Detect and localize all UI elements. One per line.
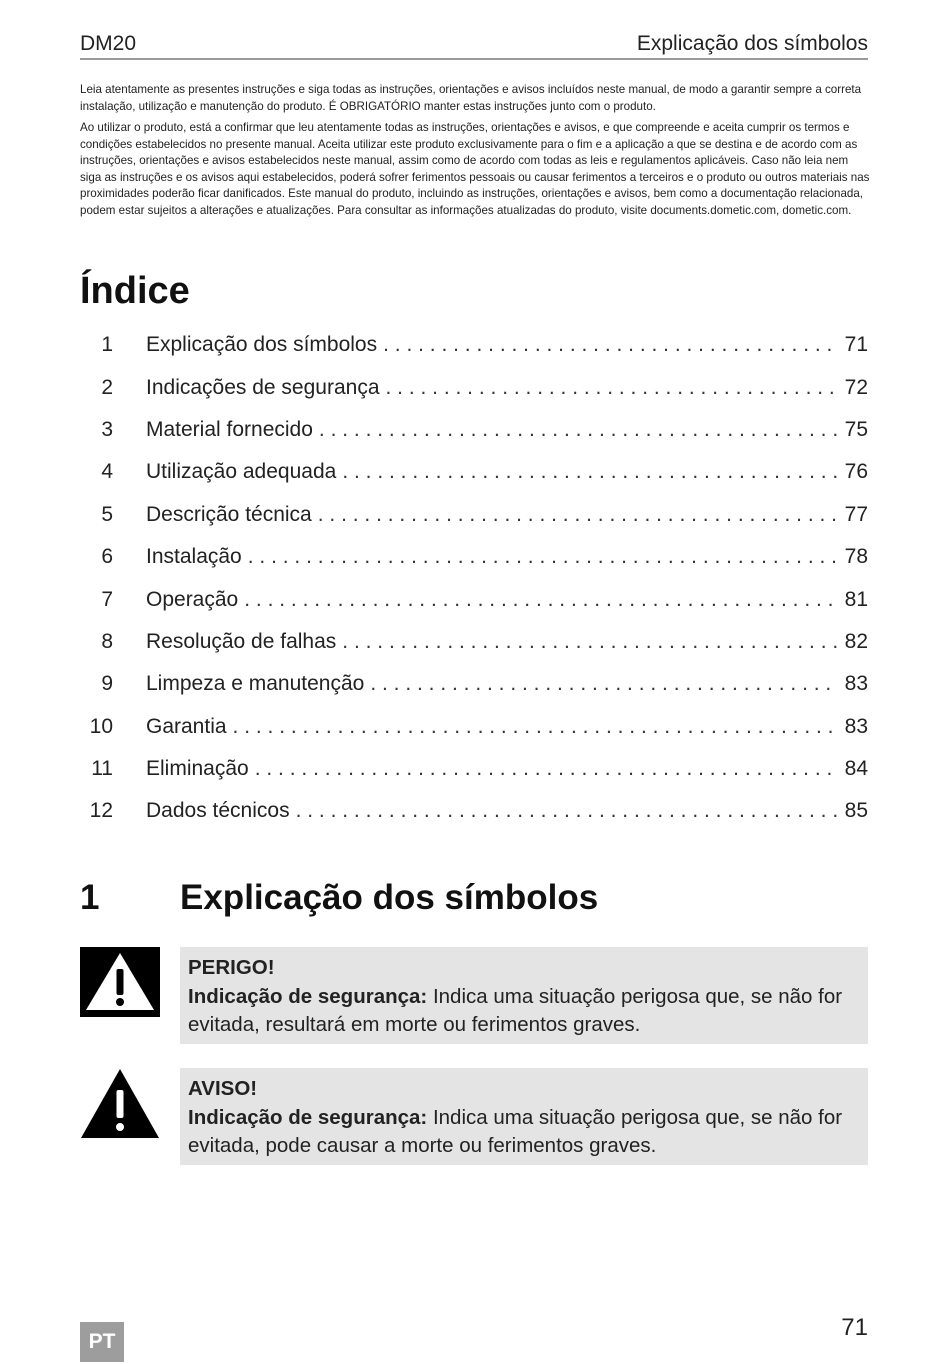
toc-entry[interactable] — [80, 366, 868, 408]
toc-entry-number: 6 — [101, 545, 113, 569]
toc-entry-number: 11 — [91, 757, 113, 781]
toc-entry[interactable] — [80, 451, 868, 493]
toc-entry-label: Dados técnicos — [146, 799, 290, 823]
toc-entry-page: 83 — [844, 714, 868, 738]
toc-entry-label: Utilização adequada — [146, 460, 337, 484]
toc-entry[interactable] — [80, 748, 868, 790]
toc-dot-leader — [244, 588, 838, 612]
toc-entry-page: 76 — [844, 460, 868, 484]
toc-entry-page: 75 — [844, 417, 868, 441]
toc-dot-leader — [318, 503, 838, 527]
toc-entry[interactable] — [80, 324, 868, 366]
toc-entry-number: 8 — [101, 629, 113, 653]
section-number: 1 — [80, 878, 100, 917]
toc-dot-leader — [342, 460, 838, 484]
notice-lead: Indicação de segurança: — [188, 984, 428, 1008]
toc-entry[interactable] — [80, 706, 868, 748]
toc-entry[interactable] — [80, 790, 868, 832]
intro-paragraph-2: Ao utilizar o produto, está a confirmar que leu atentamente todas as instruções, orientações e avisos, e que compreende e aceita cumprir os termos e condições estabelecidos no presente manual. Aceita utilizar este produto exclusivamente para o fim e a aplicação a que se destina e de acordo com as instruções, orientações e avisos estabelecidos neste manual, assim como de acordo com todas as leis e regulamentos aplicáveis. Caso não leia nem siga as instruções e os avisos aqui estabelecidos, poderá sofrer ferimentos pessoais ou causar ferimentos a terceiros e o produto ou outros materiais nas proximidades poderão ficar danificados. Este manual do produto, incluindo as instruções, orientações e avisos, bem como a documentação relacionada, podem estar sujeitos a alterações e atualizações. Para consultar as informações atualizadas do produto, visite documents.dometic.com, dometic.com. — [80, 121, 870, 217]
toc-entry-number: 5 — [101, 502, 113, 526]
toc-entry-number: 1 — [101, 333, 113, 357]
page-number: 71 — [841, 1314, 868, 1341]
toc-entry[interactable] — [80, 663, 868, 705]
toc-entry-number: 3 — [101, 417, 113, 441]
toc-entry-number: 9 — [101, 672, 113, 696]
toc-entry-number: 4 — [101, 460, 113, 484]
page-header — [80, 30, 868, 60]
toc-entry-number: 7 — [101, 587, 113, 611]
toc-dot-leader — [248, 545, 838, 569]
toc-entry[interactable] — [80, 621, 868, 663]
language-badge: PT — [80, 1322, 124, 1362]
toc-entry-label: Eliminação — [146, 757, 249, 781]
section-title: Explicação dos símbolos — [180, 878, 599, 917]
intro-paragraph-1: Leia atentamente as presentes instruções e siga todas as instruções, orientações e avisos incluídos neste manual, de modo a garantir sempre a correta instalação, utilização e manutenção do produto. É OBRIGATÓRIO manter estas instruções junto com o produto. — [80, 83, 862, 113]
toc-dot-leader — [233, 715, 838, 739]
notice-type-label: PERIGO! — [188, 956, 275, 979]
toc-entry-page: 83 — [844, 672, 868, 696]
toc-entry-label: Explicação dos símbolos — [146, 333, 378, 357]
toc-entry-page: 84 — [844, 757, 868, 781]
toc-entry-page: 78 — [844, 545, 868, 569]
toc-entry-label: Resolução de falhas — [146, 629, 337, 653]
toc-entry[interactable] — [80, 536, 868, 578]
toc-entry-label: Operação — [146, 587, 239, 611]
toc-entry-page: 81 — [844, 587, 868, 611]
danger-notice — [180, 947, 868, 1044]
header-section-title: Explicação dos símbolos — [636, 32, 868, 55]
section-heading — [80, 878, 598, 918]
toc-entry-label: Garantia — [146, 714, 227, 738]
toc-title: Índice — [80, 270, 190, 312]
toc-dot-leader — [342, 630, 838, 654]
table-of-contents — [80, 324, 868, 833]
notice-lead: Indicação de segurança: — [188, 1105, 428, 1129]
intro-text — [80, 82, 870, 224]
toc-dot-leader — [383, 333, 838, 357]
toc-dot-leader — [255, 757, 838, 781]
header-model: DM20 — [80, 32, 137, 55]
toc-entry-page: 77 — [844, 502, 868, 526]
toc-dot-leader — [370, 672, 838, 696]
toc-entry-number: 10 — [89, 714, 113, 738]
notice-type-label: AVISO! — [188, 1077, 258, 1100]
toc-entry-label: Indicações de segurança — [146, 375, 380, 399]
toc-entry[interactable] — [80, 409, 868, 451]
notice-text: Indica uma situação perigosa que, se não for evitada, pode causar a morte ou ferimentos graves. — [188, 1105, 843, 1157]
warning-triangle-icon — [80, 1068, 160, 1145]
toc-entry-label: Material fornecido — [146, 417, 313, 441]
toc-entry-number: 12 — [89, 799, 113, 823]
warning-notice — [180, 1068, 868, 1165]
toc-entry-label: Limpeza e manutenção — [146, 672, 365, 696]
toc-dot-leader — [296, 799, 838, 823]
toc-entry-page: 72 — [844, 375, 868, 399]
toc-entry[interactable] — [80, 578, 868, 620]
toc-entry-number: 2 — [101, 375, 113, 399]
toc-entry-label: Descrição técnica — [146, 502, 312, 526]
notice-text: Indica uma situação perigosa que, se não for evitada, resultará em morte ou ferimentos graves. — [188, 984, 843, 1036]
toc-entry-page: 71 — [844, 333, 868, 357]
toc-entry-page: 82 — [844, 629, 868, 653]
toc-dot-leader — [319, 418, 838, 442]
toc-entry[interactable] — [80, 494, 868, 536]
toc-dot-leader — [386, 376, 839, 400]
danger-warning-icon — [80, 947, 160, 1022]
toc-entry-page: 85 — [844, 799, 868, 823]
toc-entry-label: Instalação — [146, 545, 242, 569]
